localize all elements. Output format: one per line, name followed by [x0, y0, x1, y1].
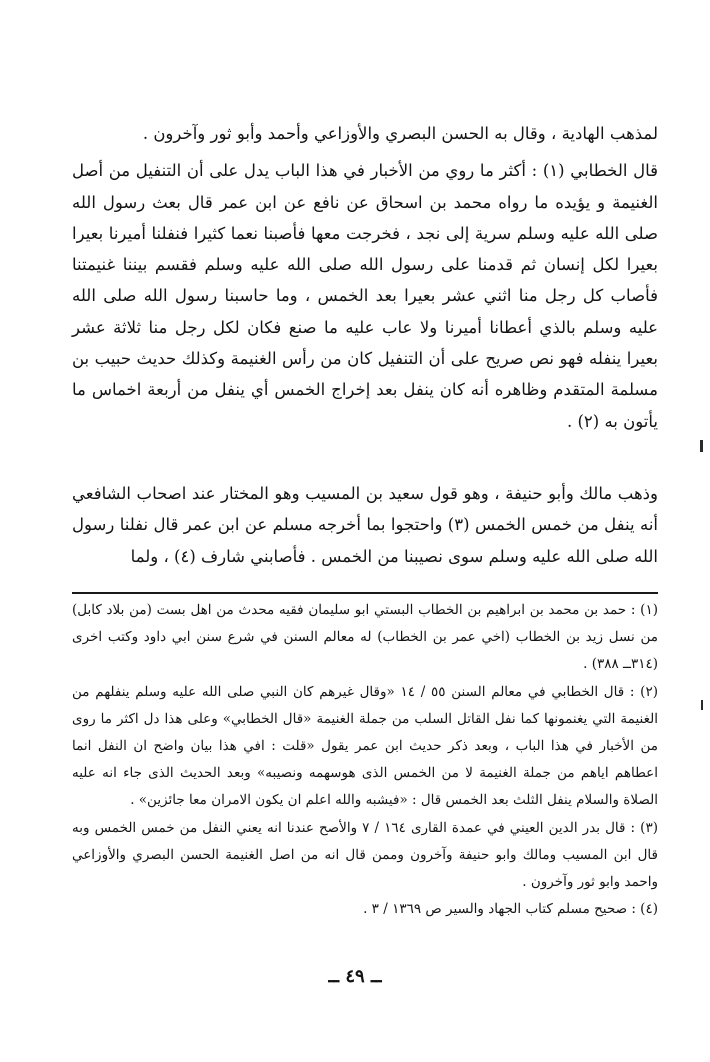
page-number: ــ ٤٩ ــ	[328, 966, 382, 987]
footnote-2: (٢) : قال الخطابي في معالم السنن ٥٥ / ١٤ «وقال غيرهم كان النبي صلى الله عليه وسلم ينفلهم من الغنيمة التي يغنمونها كما نفل القاتل السلب من جملة الغنيمة «قال الخطابي» وعلى هذا دل اكثر ما روى من الأخبار في هذا الباب ، وبعد ذكر حديث ابن عمر يقول «قلت : افي هذا بيان واضح ان النفل انما اعطاهم اياهم من جملة الغنيمة لا من الخمس الذى هوسهمه ونصيبه» وبعد الحديث الذى جاء انه عليه الصلاة والسلام ينفل الثلث بعد الخمس قال : «فيشبه والله اعلم ان يكون الامران معا جائزين» .	[72, 683, 658, 809]
footnote-divider	[72, 592, 658, 594]
footnote-4: (٤) : صحيح مسلم كتاب الجهاد والسير ص ١٣٦٩ / ٣ .	[363, 901, 658, 918]
footnote-1: (١) : حمد بن محمد بن ابراهيم بن الخطاب البستي ابو سليمان فقيه محدث من اهل بست (من بلاد كابل) من نسل زيد بن الخطاب (اخي عمر بن الخطاب) له معالم السنن في شرع سنن ابي داود وكتب اخرى (٣١٤ــ ٣٨٨) .	[72, 602, 658, 673]
scan-edge-mark	[700, 440, 703, 452]
paragraph-khattabi: قال الخطابي (١) : أكثر ما روي من الأخبار في هذا الباب يدل على أن التنفيل من أصل الغنيمة و يؤيده ما رواه محمد بن اسحاق عن نافع عن ابن عمر قال بعث رسول الله صلى الله عليه وسلم سرية إلى نجد ، فخرجت معها فأصبنا نعما كثيرا فنفلنا أميرنا بعيرا بعيرا لكل إنسان ثم قدمنا على رسول الله صلى الله عليه وسلم فقسم بيننا غنيمتنا فأصاب كل رجل منا اثني عشر بعيرا بعد الخمس ، وما حاسبنا رسول الله صلى الله عليه وسلم بالذي أعطانا أميرنا ولا عاب عليه ما صنع فكان لكل رجل منا ثلاثة عشر بعيرا ينفله فهو نص صريح على أن التنفيل كان من رأس الغنيمة وكذلك حديث حبيب بن مسلمة المتقدم وظاهره أنه كان ينفل بعد إخراج الخمس أي ينفل من أربعة اخماس ما يأتون به (٢) .	[72, 161, 658, 431]
footnote-3: (٣) : قال بدر الدين العيني في عمدة القارى ١٦٤ / ٧ والأصح عندنا انه يعني النفل من خمس الخمس وبه قال ابن المسيب ومالك وابو حنيفة وآخرون وممن قال انه من اصل الغنيمة الحسن البصري والأوزاعي واحمد وابو ثور وآخرون .	[72, 819, 658, 891]
main-text	[72, 118, 658, 572]
scan-edge-mark-lower	[701, 700, 703, 710]
paragraph-madhhab-hadiya: لمذهب الهادية ، وقال به الحسن البصري والأوزاعي وأحمد وأبو ثور وآخرون .	[142, 124, 658, 143]
footnotes	[72, 597, 658, 923]
paragraph-malik-abu-hanifa: وذهب مالك وأبو حنيفة ، وهو قول سعيد بن المسيب وهو المختار عند اصحاب الشافعي أنه ينفل من خمس الخمس (٣) واحتجوا بما أخرجه مسلم عن ابن عمر قال نفلنا رسول الله صلى الله عليه وسلم سوى نصيبنا من الخمس . فأصابني شارف (٤) ، ولما	[72, 483, 658, 566]
